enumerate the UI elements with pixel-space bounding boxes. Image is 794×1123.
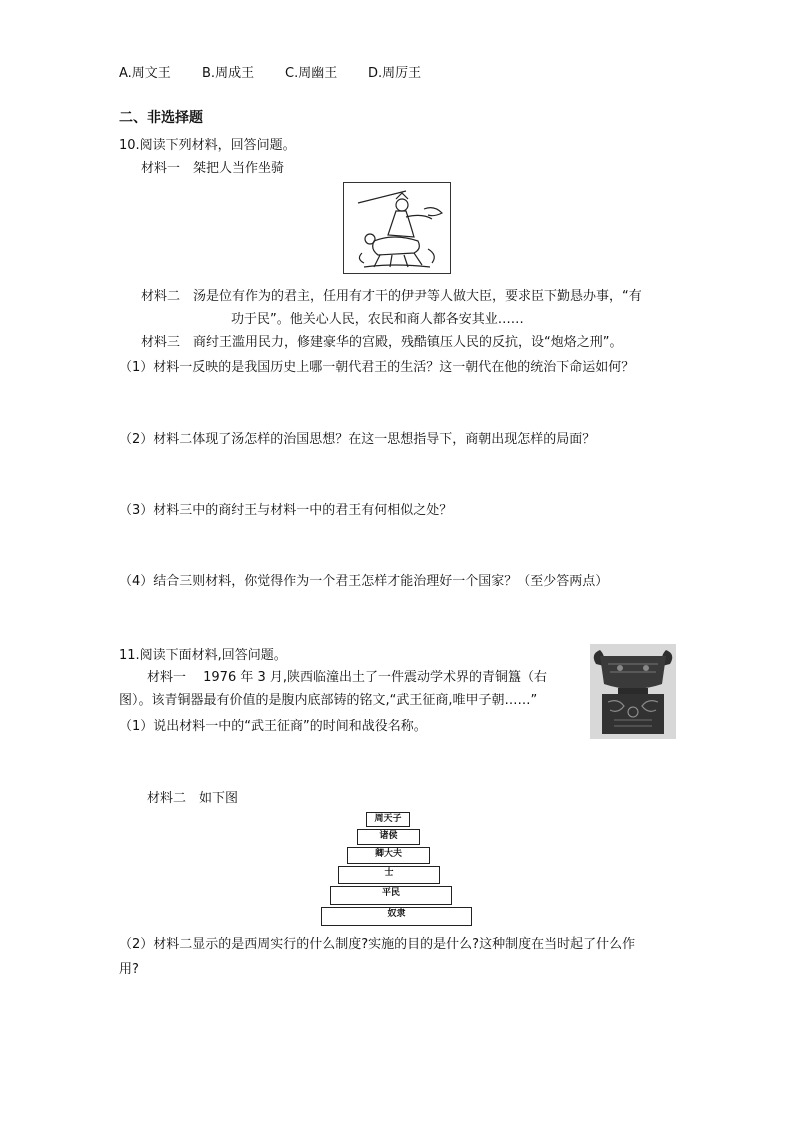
pyramid-level-3: 卿大夫: [347, 847, 430, 864]
section-title: 二、非选择题: [119, 110, 203, 126]
q11-sub-question-1: （1）说出材料一中的“武王征商”的时间和战役名称。: [119, 719, 427, 734]
option-c-text: 周幽王: [298, 66, 338, 81]
q10-sub-question-3: （3）材料三中的商纣王与材料一中的君王有何相似之处？: [119, 503, 453, 518]
q10-material-2-line1: 材料二 汤是位有作为的君主，任用有才干的伊尹等人做大臣，要求臣下勤恳办事，“有: [141, 289, 642, 304]
pyramid-level-2: 诸侯: [357, 829, 420, 845]
pyramid-level-5: 平民: [330, 886, 452, 905]
option-a-letter: A.: [119, 66, 132, 81]
q10-stem: 10.阅读下列材料，回答问题。: [119, 138, 296, 153]
q11-stem: 11.阅读下面材料,回答问题。: [119, 648, 287, 663]
q10-sub-question-1: （1）材料一反映的是我国历史上哪一朝代君王的生活？这一朝代在他的统治下命运如何？: [119, 360, 635, 375]
option-c-letter: C.: [285, 66, 299, 81]
jie-riding-figure: [343, 182, 451, 274]
q10-material-2-line2: 功于民”。他关心人民，农民和商人都各安其业……: [231, 312, 524, 327]
bronze-vessel-illustration: [590, 644, 676, 739]
q10-sub-question-4: （4）结合三则材料，你觉得作为一个君王怎样才能治理好一个国家？（至少答两点）: [119, 574, 609, 589]
option-b-text: 周成王: [215, 66, 255, 81]
q11-sub-question-2-line1: （2）材料二显示的是西周实行的什么制度?实施的目的是什么?这种制度在当时起了什么作: [119, 937, 636, 952]
pyramid-level-6: 奴隶: [321, 907, 472, 926]
bronze-gui-photo: [590, 644, 676, 739]
q11-material-1-line2: 图）。该青铜器最有价值的是腹内底部铸的铭文,“武王征商,唯甲子朝……”: [119, 693, 538, 708]
q10-sub-question-2: （2）材料二体现了汤怎样的治国思想？在这一思想指导下，商朝出现怎样的局面？: [119, 432, 596, 447]
option-d-letter: D.: [368, 66, 383, 81]
q11-sub-question-2-line2: 用?: [119, 962, 139, 977]
option-b: [202, 62, 254, 81]
pyramid-level-1: 周天子: [366, 812, 410, 827]
q10-material-3: 材料三 商纣王滥用民力，修建豪华的宫殿，残酷镇压人民的反抗，设“炮烙之刑”。: [141, 335, 623, 350]
q11-material-1-line1: 材料一 1976 年 3 月,陕西临潼出土了一件震动学术界的青铜簋（右: [147, 670, 548, 685]
option-d-text: 周厉王: [382, 66, 422, 81]
q10-material-1: 材料一 桀把人当作坐骑: [141, 161, 285, 176]
option-a: [119, 62, 171, 81]
pyramid-level-4: 士: [338, 866, 440, 884]
option-d: [368, 62, 421, 81]
option-c: [285, 62, 337, 81]
option-a-text: 周文王: [131, 66, 171, 81]
q11-material-2: 材料二 如下图: [147, 791, 239, 806]
option-b-letter: B.: [202, 66, 216, 81]
jie-riding-illustration: [344, 183, 450, 273]
